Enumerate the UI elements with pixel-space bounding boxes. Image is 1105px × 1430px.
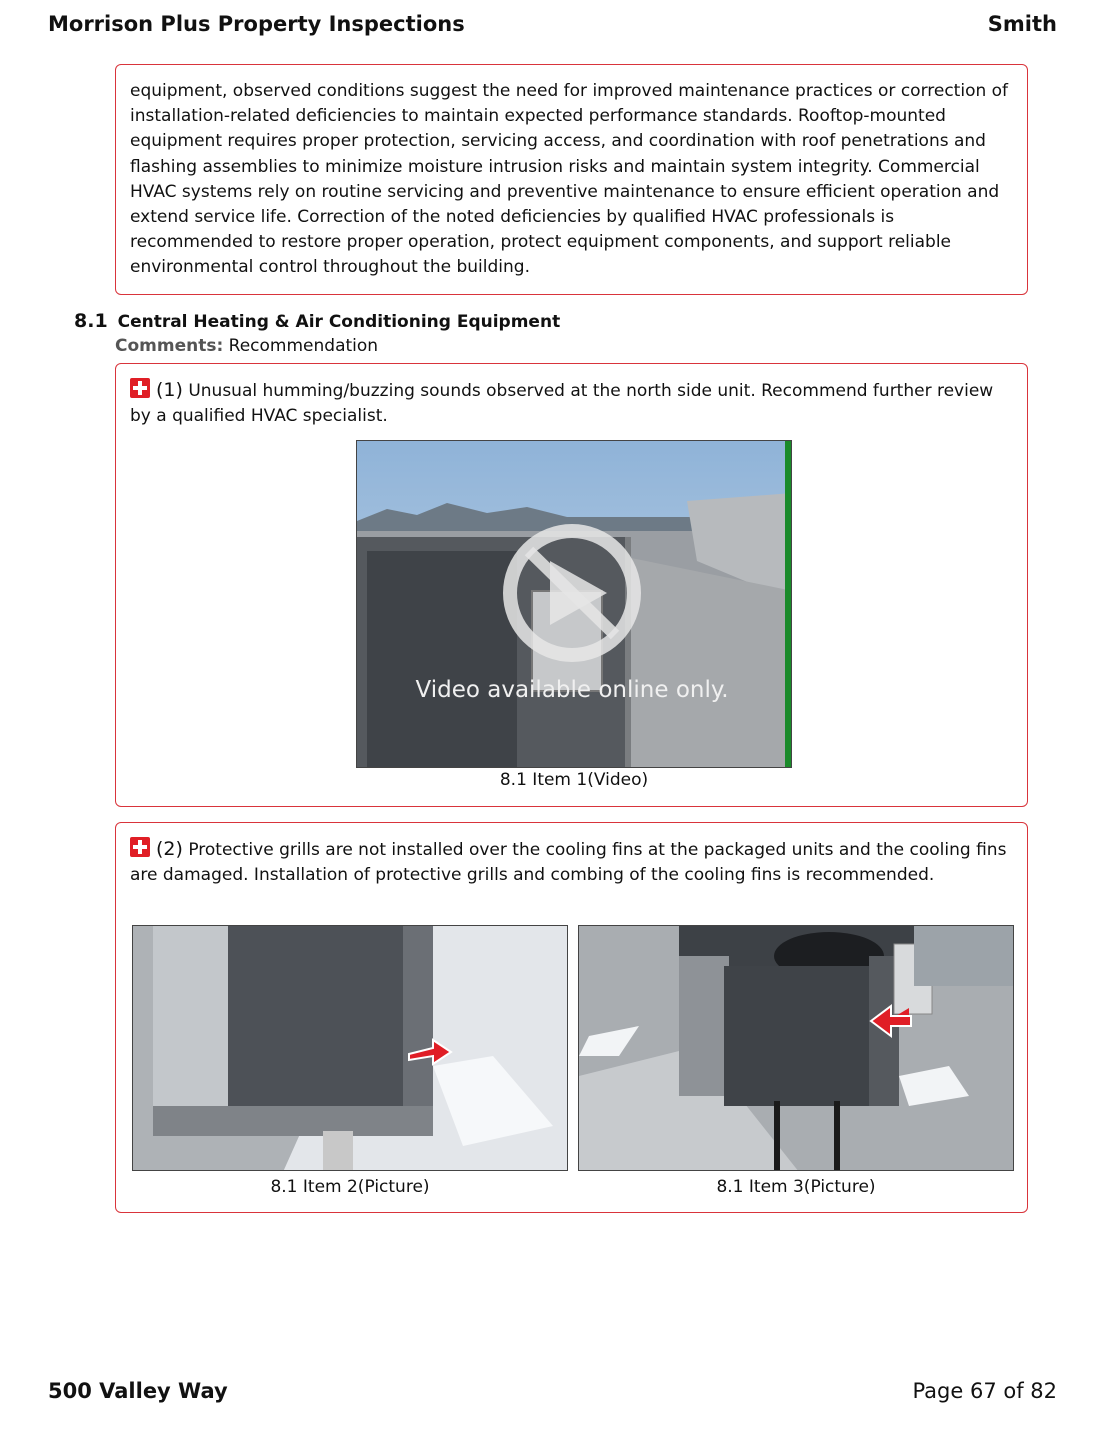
item-box-2: [115, 822, 1028, 1213]
hvac-unit-photo: [133, 926, 568, 1171]
company-name: Morrison Plus Property Inspections: [48, 12, 465, 36]
property-address: 500 Valley Way: [48, 1379, 228, 1403]
summary-box: [115, 64, 1028, 295]
video-frame-image: [357, 441, 792, 768]
comments-label: Comments:: [115, 336, 224, 356]
item-number: (2): [156, 838, 183, 860]
page-footer: [48, 1379, 1057, 1409]
comments-line: [115, 336, 378, 356]
media-caption: 8.1 Item 3(Picture): [716, 1177, 876, 1197]
item-text: Unusual humming/buzzing sounds observed at the north side unit. Recommend further review by a qualified HVAC specialist.: [130, 381, 994, 427]
video-overlay-text: Video available online only.: [415, 677, 729, 703]
hvac-unit-photo: [579, 926, 1014, 1171]
section-number: 8.1: [74, 310, 108, 332]
summary-text: equipment, observed conditions suggest the need for improved maintenance practices or correction of installation-related deficiencies to maintain expected performance standards. Rooftop-mounted equipment requires proper protection, servicing access, and coordination with roof penetrations and flashing assemblies to minimize moisture intrusion risks and maintain system integrity. Commercial HVAC systems rely on routine servicing and preventive maintenance to ensure efficient operation and extend service life. Correction of the noted deficiencies by qualified HVAC professionals is recommended to restore proper operation, protect equipment components, and support reliable environmental control throughout the building.: [130, 81, 1009, 278]
item-number: (1): [156, 379, 183, 401]
red-cross-flag-icon: [130, 837, 150, 857]
media-caption: 8.1 Item 1(Video): [499, 770, 649, 790]
photo-item-2[interactable]: [132, 925, 568, 1171]
section-title: Central Heating & Air Conditioning Equipment: [117, 312, 561, 332]
section-heading: [74, 310, 560, 332]
item-text: Protective grills are not installed over the cooling fins at the packaged units and the cooling fins are damaged. Installation of protective grills and combing of the cooling fins is recommended.: [130, 840, 1007, 886]
video-thumbnail[interactable]: [356, 440, 792, 768]
item-box-1: [115, 363, 1028, 807]
red-cross-flag-icon: [130, 378, 150, 398]
comments-value: Recommendation: [228, 336, 379, 356]
item-description: [130, 378, 1015, 429]
item-description: [130, 837, 1015, 888]
client-name: Smith: [987, 12, 1057, 36]
page-header: [48, 12, 1057, 42]
media-caption: 8.1 Item 2(Picture): [270, 1177, 430, 1197]
page-number: Page 67 of 82: [912, 1379, 1057, 1403]
photo-item-3[interactable]: [578, 925, 1014, 1171]
